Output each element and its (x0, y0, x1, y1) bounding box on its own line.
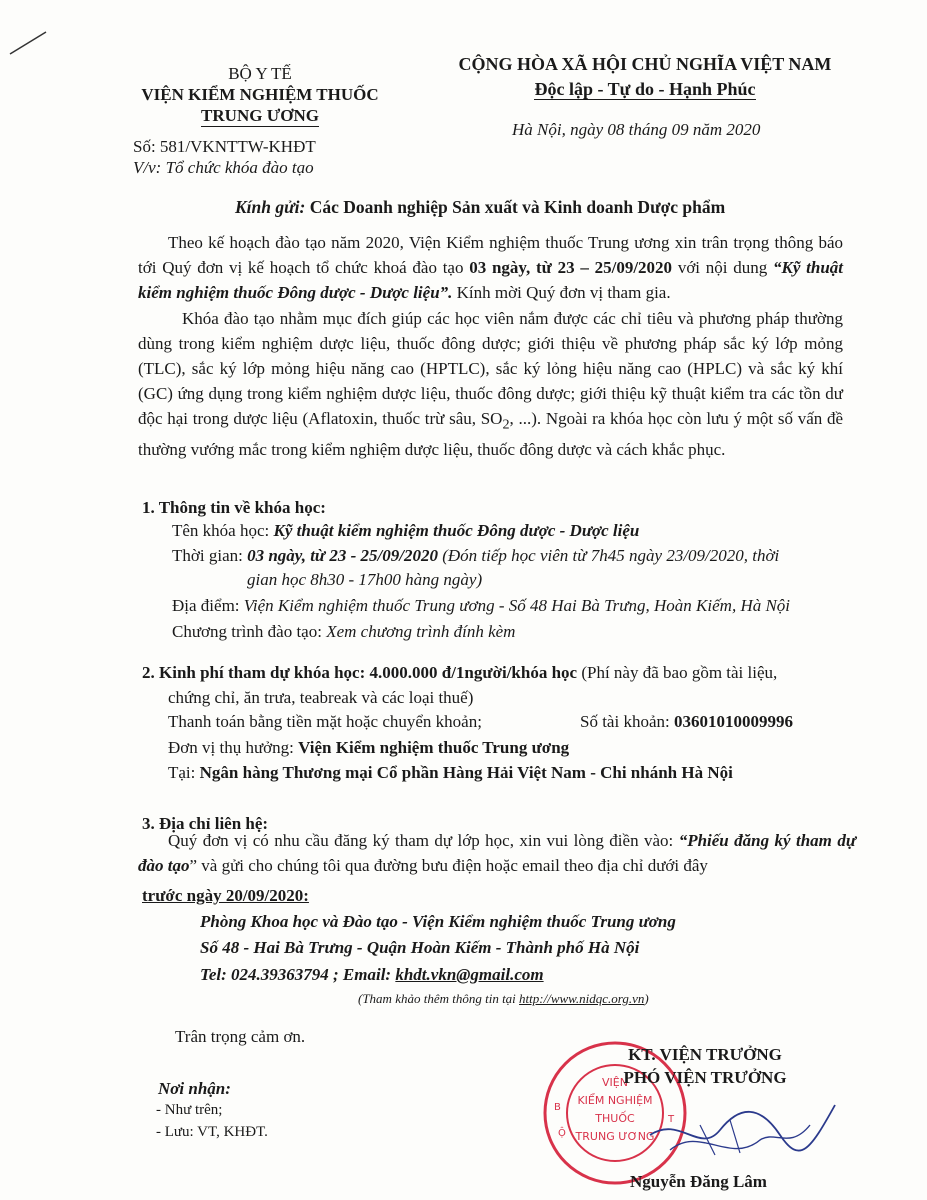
course-name-value: Kỹ thuật kiểm nghiệm thuốc Đông dược - Dược liệu (273, 521, 640, 540)
bank-label: Tại: (168, 763, 200, 782)
intro-text: Khóa đào tạo nhằm mục đích giúp các học viên nắm được các chỉ tiêu và phương pháp thường dùng trong kiểm nghiệm dược liệu, thuốc đông dược; giới thiệu về phương pháp sắc ký lớp mỏng (TLC), sắc ký lớp mỏng hiệu năng cao (HPTLC), sắc ký lỏng hiệu năng cao (HPLC) và sắc ký khí (GC) ứng dụng trong kiểm nghiệm dược liệu, thuốc đông dược; giới thiệu kỹ thuật kiểm tra các tồn dư độc hại trong dược liệu (Aflatoxin, thuốc trừ sâu, SO (138, 309, 843, 428)
recipient-label: Kính gửi: (235, 197, 306, 217)
national-motto: Độc lập - Tự do - Hạnh Phúc (534, 79, 756, 99)
section3-heading: 3. Địa chỉ liên hệ: (142, 814, 269, 833)
stamp-text-2: KIỂM NGHIỆM (577, 1094, 653, 1107)
national-title (440, 52, 850, 102)
section2-heading: 2. Kinh phí tham dự khóa học: 4.000.000 đ/1người/khóa học (142, 663, 578, 682)
course-program-label: Chương trình đào tạo: (172, 622, 327, 641)
recipients-label: Nơi nhận: (158, 1079, 231, 1098)
reference-url-link[interactable]: http://www.nidqc.org.vn (519, 991, 645, 1006)
payment-method: Thanh toán bằng tiền mặt hoặc chuyển khoản; (168, 712, 482, 731)
registration-form-name: “Phiếu đăng ký tham dự đào tạo (138, 831, 857, 875)
account-number: 03601010009996 (673, 712, 793, 731)
deadline: trước ngày 20/09/2020: (142, 886, 309, 905)
course-name-row (172, 521, 639, 541)
course-program-row (172, 622, 515, 642)
contact-tel: Tel: 024.39363794 ; Email: (200, 965, 396, 984)
bank-value: Ngân hàng Thương mại Cổ phần Hàng Hải Việt Nam - Chi nhánh Hà Nội (199, 763, 733, 782)
contact-text: Quý đơn vị có nhu cầu đăng ký tham dự lớp học, xin vui lòng điền vào: (168, 831, 679, 850)
institute-name-line2: TRUNG ƯƠNG (201, 106, 319, 125)
fee-note-line2: chứng chỉ, ăn trưa, teabreak và các loại thuế) (168, 688, 474, 707)
account-label: Số tài khoản: (580, 712, 674, 731)
contact-text: ” và gửi cho chúng tôi qua đường bưu điện hoặc email theo địa chỉ dưới đây (189, 856, 708, 875)
recipient-item-1: - Như trên; (156, 1102, 223, 1118)
section2-heading-row (142, 663, 777, 683)
course-place-label: Địa điểm: (172, 596, 244, 615)
course-name-label: Tên khóa học: (172, 521, 274, 540)
intro-paragraph-2 (138, 306, 843, 462)
course-duration: 03 ngày, từ 23 – 25/09/2020 (469, 258, 673, 277)
stamp-text-1: VIỆN (602, 1076, 628, 1089)
section1-heading: 1. Thông tin về khóa học: (142, 498, 326, 517)
reference-note (358, 991, 649, 1007)
contact-email-link[interactable]: khdt.vkn@gmail.com (395, 965, 544, 984)
course-program-value: Xem chương trình đính kèm (326, 622, 516, 641)
intro-paragraph-1 (138, 230, 843, 305)
beneficiary-value: Viện Kiểm nghiệm thuốc Trung ương (298, 738, 570, 757)
recipient-item-2: - Lưu: VT, KHĐT. (156, 1124, 268, 1140)
signature-line-2: PHÓ VIỆN TRƯỞNG (623, 1068, 787, 1087)
course-time-note: (Đón tiếp học viên từ 7h45 ngày 23/09/2020, thời (437, 546, 780, 565)
contact-department: Phòng Khoa học và Đào tạo - Viện Kiểm nghiệm thuốc Trung ương (200, 912, 676, 931)
signer-name: Nguyễn Đăng Lâm (630, 1172, 767, 1191)
republic-title: CỘNG HÒA XÃ HỘI CHỦ NGHĨA VIỆT NAM (458, 54, 832, 74)
account-row (580, 712, 793, 732)
bank-row (168, 763, 733, 783)
recipient-line (235, 197, 725, 218)
course-time-note-line2: gian học 8h30 - 17h00 hàng ngày) (247, 570, 483, 589)
document-number: Số: 581/VKNTTW-KHĐT (133, 137, 316, 156)
institute-name-line1: VIỆN KIỂM NGHIỆM THUỐC (141, 85, 379, 104)
recipient-value: Các Doanh nghiệp Sản xuất và Kinh doanh Dược phẩm (309, 197, 726, 217)
svg-text:T: T (668, 1114, 675, 1125)
handwritten-signature (640, 1095, 840, 1175)
beneficiary-row (168, 738, 569, 758)
document-subject: V/v: Tổ chức khóa đào tạo (133, 158, 314, 177)
intro-text: Kính mời Quý đơn vị tham gia. (452, 283, 671, 302)
signature-line-1: KT. VIỆN TRƯỞNG (628, 1045, 782, 1064)
svg-text:Ộ: Ộ (558, 1128, 566, 1139)
course-time-row (172, 546, 779, 566)
issuer-block (130, 63, 390, 127)
course-place-value: Viện Kiểm nghiệm thuốc Trung ương - Số 48 Hai Bà Trưng, Hoàn Kiếm, Hà Nội (243, 596, 791, 615)
contact-address: Số 48 - Hai Bà Trưng - Quận Hoàn Kiếm - Thành phố Hà Nội (200, 938, 640, 957)
reference-text: ) (644, 991, 649, 1006)
ministry-name: BỘ Y TẾ (228, 64, 292, 83)
place-date: Hà Nội, ngày 08 tháng 09 năm 2020 (512, 120, 761, 139)
contact-tel-email (200, 965, 544, 985)
subscript: 2 (502, 416, 510, 433)
intro-text: , ...). Ngoài ra khóa học còn lưu ý một số vấn đề thường vướng mắc trong kiểm nghiệm dược liệu, thuốc đông dược và cách khắc phục. (138, 409, 844, 460)
course-time-label: Thời gian: (172, 546, 248, 565)
course-title: “Kỹ thuật kiểm nghiệm thuốc Đông dược - Dược liệu”. (138, 258, 844, 302)
intro-text: với nội dung (672, 258, 774, 277)
intro-text: Theo kế hoạch đào tạo năm 2020, Viện Kiểm nghiệm thuốc Trung ương xin trân trọng thông báo tới Quý đơn vị kế hoạch tổ chức khoá đào tạo (138, 233, 843, 277)
course-time-value: 03 ngày, từ 23 - 25/09/2020 (247, 546, 438, 565)
scan-mark (8, 28, 48, 58)
beneficiary-label: Đơn vị thụ hưởng: (168, 738, 299, 757)
svg-text:B: B (554, 1102, 561, 1113)
stamp-text-4: TRUNG ƯƠNG (575, 1130, 655, 1143)
course-place-row (172, 596, 790, 616)
stamp-text-3: THUỐC (595, 1112, 635, 1125)
signature-title (590, 1043, 820, 1089)
closing-line: Trân trọng cảm ơn. (175, 1027, 306, 1046)
reference-text: (Tham khảo thêm thông tin tại (358, 991, 520, 1006)
contact-paragraph (138, 828, 856, 878)
fee-note: (Phí này đã bao gồm tài liệu, (577, 663, 778, 682)
